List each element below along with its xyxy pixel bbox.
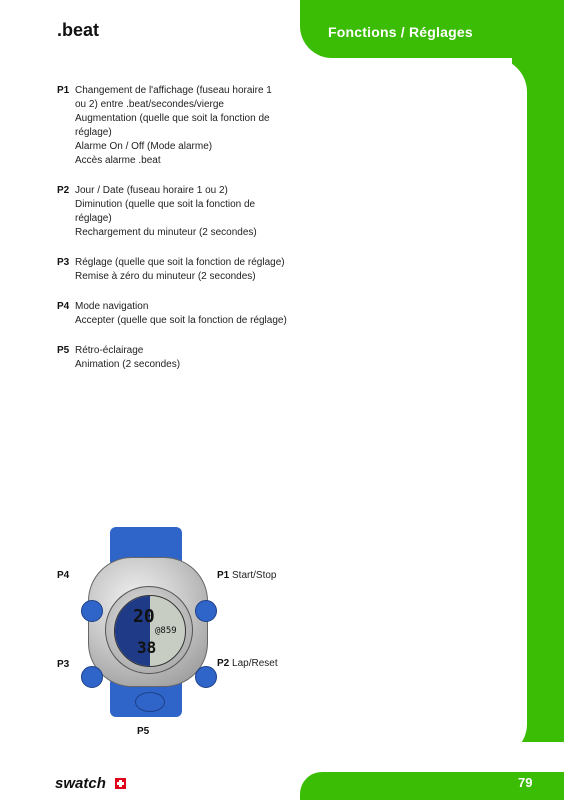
label-p3: P3 xyxy=(57,659,70,670)
label-p2: P2 Lap/Reset xyxy=(217,658,278,669)
watch-case xyxy=(88,557,208,687)
function-item-p5 xyxy=(57,344,297,372)
swiss-cross-icon xyxy=(115,778,126,789)
watch-pusher-p3 xyxy=(81,666,103,688)
description-line: Mode navigation xyxy=(75,301,149,312)
lcd-top-digits: 20 xyxy=(133,606,155,627)
lcd-beat-readout: @859 xyxy=(155,626,177,636)
function-key: P2 xyxy=(57,185,70,196)
description-line: Augmentation (quelle que soit la fonction de xyxy=(75,113,270,124)
description-line: Rechargement du minuteur (2 secondes) xyxy=(75,227,257,238)
description-line: Réglage (quelle que soit la fonction de réglage) xyxy=(75,257,285,268)
description-line: Rétro-éclairage xyxy=(75,345,144,356)
section-title: Fonctions / Réglages xyxy=(328,24,473,40)
function-description xyxy=(75,84,297,168)
function-description xyxy=(75,344,297,372)
description-line: Animation (2 secondes) xyxy=(75,359,181,370)
function-key: P3 xyxy=(57,257,70,268)
page-number: 79 xyxy=(518,775,533,790)
function-item-p3 xyxy=(57,256,297,284)
function-item-p2 xyxy=(57,184,297,240)
description-line: Accès alarme .beat xyxy=(75,155,161,166)
description-line: Jour / Date (fuseau horaire 1 ou 2) xyxy=(75,185,228,196)
label-p4: P4 xyxy=(57,570,70,581)
swatch-logo: swatch xyxy=(55,775,106,792)
description-line: Remise à zéro du minuteur (2 secondes) xyxy=(75,271,256,282)
label-p1: P1 Start/Stop xyxy=(217,570,277,581)
function-description xyxy=(75,184,297,240)
function-description xyxy=(75,300,297,328)
description-line: Diminution (quelle que soit la fonction de xyxy=(75,199,256,210)
function-item-p4 xyxy=(57,300,297,328)
description-line: réglage) xyxy=(75,127,112,138)
description-line: réglage) xyxy=(75,213,112,224)
lcd-bottom-digits: 38 xyxy=(137,638,157,657)
watch-pusher-p1 xyxy=(195,600,217,622)
watch-bezel xyxy=(105,586,193,674)
watch-illustration xyxy=(88,527,208,717)
description-line: Accepter (quelle que soit la fonction de réglage) xyxy=(75,315,287,326)
description-line: Alarme On / Off (Mode alarme) xyxy=(75,141,213,152)
function-item-p1 xyxy=(57,84,297,168)
watch-lcd-display xyxy=(114,595,186,667)
watch-pusher-p4 xyxy=(81,600,103,622)
page-brand-title: .beat xyxy=(57,20,100,40)
function-list xyxy=(57,84,297,388)
label-p5: P5 xyxy=(137,726,150,737)
function-description xyxy=(75,256,297,284)
description-line: ou 2) entre .beat/secondes/vierge xyxy=(75,99,224,110)
function-key: P4 xyxy=(57,301,70,312)
watch-pusher-p5 xyxy=(135,692,165,712)
function-key: P5 xyxy=(57,345,70,356)
label-p2-text: Lap/Reset xyxy=(232,658,278,669)
description-line: Changement de l'affichage (fuseau horaire 1 xyxy=(75,85,272,96)
function-key: P1 xyxy=(57,85,70,96)
watch-pusher-p2 xyxy=(195,666,217,688)
label-p1-text: Start/Stop xyxy=(232,570,277,581)
